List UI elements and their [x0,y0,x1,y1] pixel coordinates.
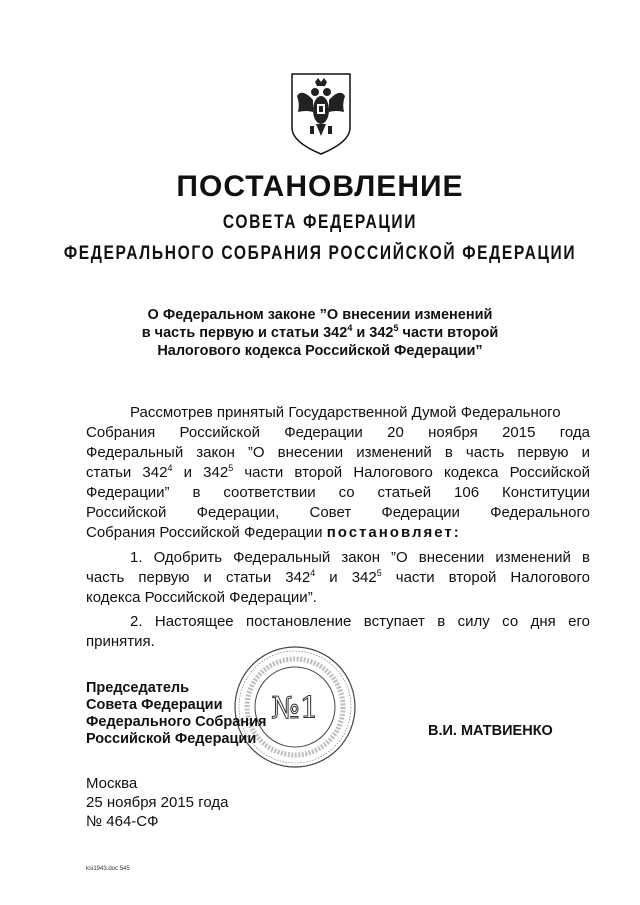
signatory-line: Председатель [86,680,190,696]
document-title: ПОСТАНОВЛЕНИЕ [176,170,464,203]
item-line: часть первую и статьи $342^4$ и $342^5$ части второй Налогового [86,568,590,586]
item-line: 1. Одобрить Федеральный закон ”О внесении изменений в [130,549,590,566]
issuer-line-2: ФЕДЕРАЛЬНОГО СОБРАНИЯ РОССИЙСКОЙ ФЕДЕРАЦИИ [63,243,577,264]
intro-line: статьи $342^4$ и $342^5$ части второй Налогового кодекса Российской [86,463,590,481]
date: 25 ноября 2015 года [86,794,229,811]
item-line: принятия. [86,633,155,650]
heading-line-3: Налогового кодекса Российской Федерации” [157,343,483,359]
issuer-line-1: СОВЕТА ФЕДЕРАЦИИ [222,212,418,233]
city: Москва [86,775,138,792]
intro-line: Федеральный закон ”О внесении изменений в часть первую и [86,444,590,461]
heading-line-1: О Федеральном законе ”О внесении изменений [147,307,493,323]
intro-line: Собрания Российской Федерации 20 ноября 2015 года [86,424,590,441]
intro-paragraph [86,403,590,543]
file-code: ksi1943.doc 545 [86,866,130,872]
item-line: кодекса Российской Федерации”. [86,589,317,606]
signatory-line: Российской Федерации [86,731,257,747]
intro-line: Собрания Российской Федерации постановляет: [86,524,461,541]
item-line: 2. Настоящее постановление вступает в силу со дня его [130,613,590,630]
document-number: № 464-СФ [86,813,159,830]
heading-line-2: в часть первую и статьи $342^4$ и $342^5$ части второй [141,323,499,341]
svg-text:№1: №1 [271,691,319,726]
intro-line: Рассмотрев принятый Государственной Думой Федерального [130,404,561,421]
intro-line: Федерации” в соответствии со статьей 106 Конституции [86,484,590,501]
signatory-name: В.И. МАТВИЕНКО [428,723,553,739]
item-1-paragraph [86,548,590,608]
signatory-line: Федерального Собрания [86,714,267,730]
resolves-word: постановляет: [326,524,461,541]
place-and-date [86,774,228,831]
coat-of-arms-emblem-icon [288,70,354,156]
intro-line: Российской Федерации, Совет Федерации Федерального [86,504,590,521]
signatory-title [86,680,266,748]
signatory-line: Совета Федерации [86,697,223,713]
